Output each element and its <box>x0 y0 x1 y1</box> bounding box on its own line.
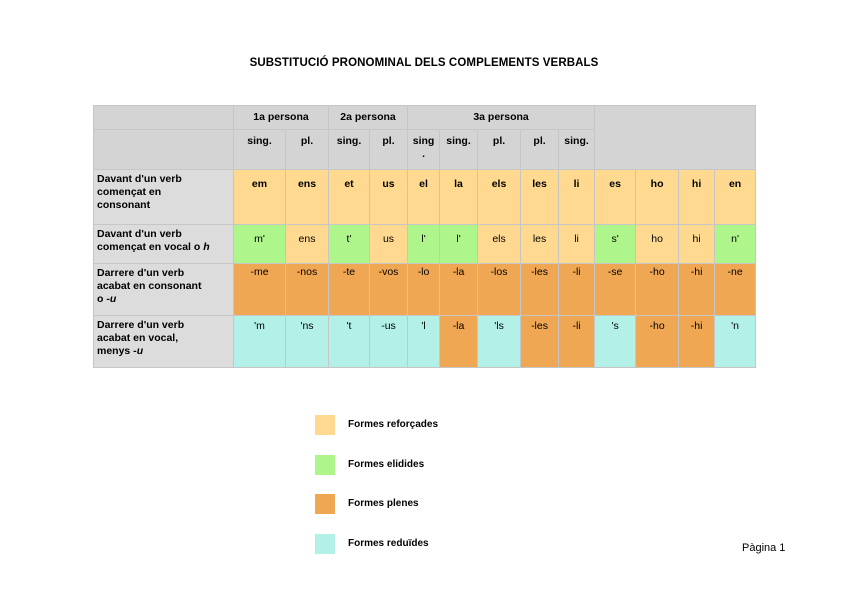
corner-cell-2 <box>94 130 234 170</box>
table-cell: hi <box>679 225 715 264</box>
table-cell: li <box>559 170 595 225</box>
table-cell: -lo <box>408 264 440 316</box>
table-cell: ens <box>286 225 329 264</box>
table-row <box>94 264 756 316</box>
table-cell: els <box>478 170 521 225</box>
table-cell: t' <box>329 225 370 264</box>
table-cell: ho <box>636 170 679 225</box>
table-cell: ens <box>286 170 329 225</box>
page-title: SUBSTITUCIÓ PRONOMINAL DELS COMPLEMENTS VERBALS <box>249 57 599 69</box>
table-row <box>94 225 756 264</box>
corner-cell <box>94 106 234 130</box>
table-cell: 'm <box>234 316 286 368</box>
table-cell: 's <box>595 316 636 368</box>
table-cell: s' <box>595 225 636 264</box>
table-cell: -se <box>595 264 636 316</box>
table-cell: 'l <box>408 316 440 368</box>
row-label-line: Davant d'un verb <box>97 173 182 185</box>
sub-header: pl. <box>478 130 521 170</box>
table-cell: -la <box>440 264 478 316</box>
table-cell: et <box>329 170 370 225</box>
sub-header: sing. <box>234 130 286 170</box>
row-label-line: acabat en vocal, <box>97 332 179 345</box>
table-cell: -me <box>234 264 286 316</box>
table-cell: -ne <box>715 264 756 316</box>
group-header-2a: 2a persona <box>329 106 408 130</box>
italic-letter: u <box>109 293 117 306</box>
table-cell: m' <box>234 225 286 264</box>
table-cell: 'ns <box>286 316 329 368</box>
table-cell: hi <box>679 170 715 225</box>
table-cell: -li <box>559 264 595 316</box>
row-label-line-with-italic: començat en vocal o h <box>97 241 210 254</box>
sub-header: pl. <box>286 130 329 170</box>
legend-label: Formes elidides <box>348 459 425 470</box>
table-cell: l' <box>408 225 440 264</box>
legend-swatch-green <box>315 455 335 475</box>
table-cell: li <box>559 225 595 264</box>
legend-item <box>315 534 615 554</box>
sub-header-text: sing <box>412 135 435 147</box>
table-cell: -la <box>440 316 478 368</box>
table-cell: -us <box>370 316 408 368</box>
sub-header-dot: . <box>422 148 425 161</box>
table-cell: us <box>370 225 408 264</box>
sub-header: pl. <box>521 130 559 170</box>
row-label-line: començat en <box>97 186 162 199</box>
table-row <box>94 316 756 368</box>
legend-label: Formes plenes <box>348 498 419 509</box>
sub-header: sing. <box>559 130 595 170</box>
legend-swatch-orange <box>315 494 335 514</box>
table-cell: n' <box>715 225 756 264</box>
row-label-line: Davant d'un verb <box>97 228 182 240</box>
table-cell: les <box>521 225 559 264</box>
legend-item <box>315 415 615 435</box>
sub-header-sing-dot <box>408 130 440 170</box>
row-label-line: acabat en consonant <box>97 280 202 293</box>
table-cell: la <box>440 170 478 225</box>
table-cell: ho <box>636 225 679 264</box>
table-cell: el <box>408 170 440 225</box>
table-cell: 'n <box>715 316 756 368</box>
table-cell: em <box>234 170 286 225</box>
row-label-line: consonant <box>97 199 151 212</box>
italic-letter: u <box>136 345 144 358</box>
empty-header-cell <box>595 106 756 170</box>
table-cell: les <box>521 170 559 225</box>
table-cell: -hi <box>679 316 715 368</box>
legend-item <box>315 455 615 475</box>
legend-swatch-yellow <box>315 415 335 435</box>
row-label <box>94 264 234 316</box>
legend-label: Formes reforçades <box>348 419 439 430</box>
table-cell: -les <box>521 316 559 368</box>
table-cell: -ho <box>636 316 679 368</box>
page-number: Pàgina 1 <box>742 542 786 554</box>
pronoun-table <box>93 105 756 368</box>
table-cell: -hi <box>679 264 715 316</box>
italic-letter: h <box>203 241 210 254</box>
legend-swatch-cyan <box>315 534 335 554</box>
table-cell: us <box>370 170 408 225</box>
table-cell: -los <box>478 264 521 316</box>
group-header-3a: 3a persona <box>408 106 595 130</box>
sub-header: sing. <box>440 130 478 170</box>
table-cell: 'ls <box>478 316 521 368</box>
table-cell: l' <box>440 225 478 264</box>
table-cell: en <box>715 170 756 225</box>
group-header-1a: 1a persona <box>234 106 329 130</box>
table-cell: 't <box>329 316 370 368</box>
table-cell: -li <box>559 316 595 368</box>
table-row <box>94 170 756 225</box>
row-label-line: Darrere d'un verb <box>97 319 185 331</box>
table-cell: -vos <box>370 264 408 316</box>
row-label <box>94 316 234 368</box>
row-label-line-with-italic: menys -u <box>97 345 144 358</box>
table-cell: -nos <box>286 264 329 316</box>
table-cell: els <box>478 225 521 264</box>
row-label <box>94 225 234 264</box>
sub-header: sing. <box>329 130 370 170</box>
table-cell: -te <box>329 264 370 316</box>
table-cell: -les <box>521 264 559 316</box>
legend-item <box>315 494 615 514</box>
legend-label: Formes reduïdes <box>348 538 429 549</box>
row-label <box>94 170 234 225</box>
row-label-line-with-italic: o -u <box>97 293 117 306</box>
table-cell: es <box>595 170 636 225</box>
sub-header: pl. <box>370 130 408 170</box>
row-label-line: Darrere d'un verb <box>97 267 185 279</box>
table-cell: -ho <box>636 264 679 316</box>
header-row-groups <box>94 106 756 130</box>
